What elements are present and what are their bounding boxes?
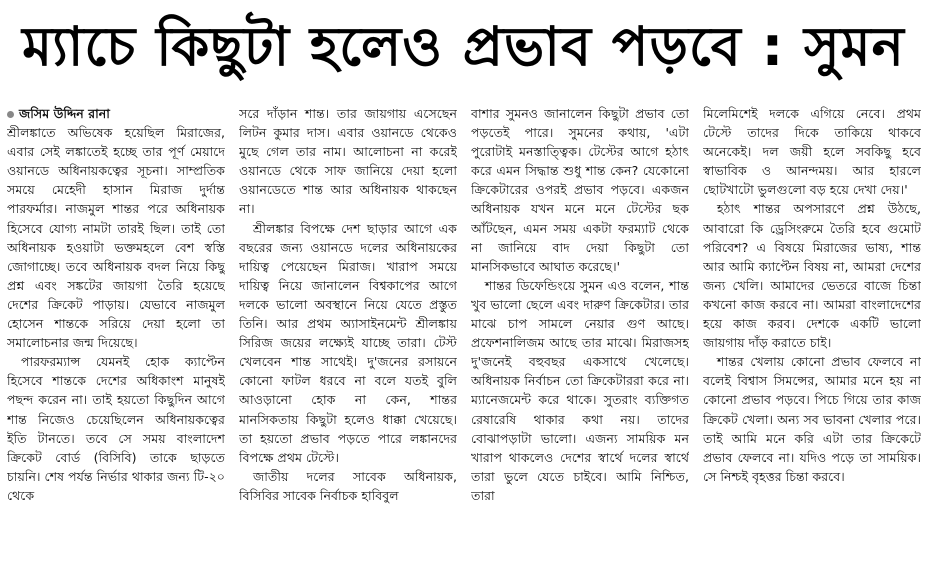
byline — [7, 104, 225, 123]
paragraph: শ্রীলঙ্কার বিপক্ষে দেশ ছাড়ার আগে এক বছরের জন্য ওয়ানডে দলের অধিনায়কের দায়িত্ব পেয়েছেন মিরাজ। খারাপ সময়ে দায়িত্ব নিয়ে জানালেন বিশ্বকাপের আগে দলকে ভালো অবস্থানে নিয়ে যেতে প্রস্তুত তিনি। আর প্রথম অ্যাসাইনমেন্ট শ্রীলঙ্কায় সিরিজ জয়ের লক্ষ্যেই যাচ্ছে তারা। টেস্ট খেলবেন শান্ত সাথেই। দু'জনের রসায়নে কোনো ফাটল ধরবে না বলে যতই বুলি আওড়ানো হোক না কেন, শান্তর মানসিকতায় কিছুটা হলেও ধাক্কা খেয়েছে। তা হয়তো প্রভাব পড়তে পারে লঙ্কানদের বিপক্ষে প্রথম টেস্টে। — [239, 220, 457, 465]
article-column-3 — [471, 104, 689, 560]
paragraph: বাশার সুমনও জানালেন কিছুটা প্রভাব তো পড়তেই পারে। সুমনের কথায়, 'এটা পুরোটাই মনস্তাত্ত্বিক। টেস্টের আগে হঠাৎ করে এমন সিদ্ধান্ত শুধু শান্ত কেন? যেকোনো ক্রিকেটারের ওপরই প্রভাব পড়বে। একজন অধিনায়ক যখন মনে মনে টেস্টের ছক আঁটছেন, এমন সময় একটা ফরম্যাট থেকে না জানিয়ে বাদ দেয়া কিছুটা তো মানসিকভাবে আঘাত করেছে।' — [471, 106, 689, 274]
paragraph: জাতীয় দলের সাবেক অধিনায়ক, বিসিবির সাবেক নির্বাচক হাবিবুল — [239, 468, 457, 503]
paragraph: শান্তর খেলায় কোনো প্রভাব ফেলবে না বলেই বিশ্বাস সিমন্সের, আমার মনে হয় না কোনো প্রভাব পড়বে। পিচে গিয়ে তার কাজ ক্রিকেট খেলা। অন্য সব ভাবনা খেলার পরে। তাই আমি মনে করি এটা তার ক্রিকেটে প্রভাব ফেলবে না। যদিও পড়ে তা সাময়িক। সে নিশ্চই বৃহত্তর চিন্তা করবে। — [703, 354, 921, 484]
article-column-2 — [239, 104, 457, 560]
paragraph: সরে দাঁড়ান শান্ত। তার জায়গায় এসেছেন লিটন কুমার দাস। এবার ওয়ানডে থেকেও মুছে গেল তার নাম। আলোচনা না করেই ওয়ানডে থেকে সাফ জানিয়ে দেয়া হলো ওয়ানডেতে শান্ত আর অধিনায়ক থাকছেন না। — [239, 106, 457, 217]
article-column-4 — [703, 104, 921, 560]
headline: ম্যাচে কিছুটা হলেও প্রভাব পড়বে : সুমন — [22, 15, 905, 78]
byline-author: জসিম উদ্দিন রানা — [19, 106, 110, 121]
article-body — [7, 104, 921, 560]
paragraph: মিলেমিশেই দলকে এগিয়ে নেবে। প্রথম টেস্টে তাদের দিকে তাকিয়ে থাকবে অনেকেই। দল জয়ী হলে সবকিছু হবে স্বাভাবিক ও আনন্দময়। আর হারলে ছোটখাটো ভুলগুলো বড় হয়ে দেখা দেয়।' — [703, 106, 921, 198]
paragraph: হঠাৎ শান্তর অপসারণে প্রশ্ন উঠছে, আবারো কি ড্রেসিংরুমে তৈরি হবে গুমোট পরিবেশ? এ বিষয়ে মিরাজের ভাষ্য, শান্ত আর আমি ক্যাপ্টেন বিষয় না, আমরা দেশের জন্য খেলি। আমাদের ভেতরে বাজে চিন্তা কখনো কাজ করবে না। আমরা বাংলাদেশের হয়ে কাজ করব। দেশকে একটি ভালো জায়গায় দাঁড় করাতে চাই। — [703, 201, 921, 351]
paragraph: শান্তর ডিফেন্ডিংয়ে সুমন এও বলেন, শান্ত খুব ভালো ছেলে এবং দারুণ ক্রিকেটার। তার মাঝে চাপ সামলে নেয়ার গুণ আছে। প্রফেশনালিজম আছে তার মাঝে। মিরাজসহ দু'জনেই বহুবছর একসাথে খেলেছে। অধিনায়ক নির্বাচন তো ক্রিকেটাররা করে না। ম্যানেজমেন্ট করে থাকে। সুতরাং ব্যক্তিগত রেষারেষি থাকার কথা নয়। তাদের বোঝাপড়াটা ভালো। এজন্য সাময়িক মন খারাপ থাকলেও দেশের স্বার্থে দলের স্বার্থে তারা ভুলে যেতে চাইবে। আমি নিশ্চিত, তারা — [471, 277, 689, 503]
article-column-1 — [7, 104, 225, 560]
bullet-icon — [7, 111, 14, 118]
paragraph: শ্রীলঙ্কাতে অভিষেক হয়েছিল মিরাজের, এবার সেই লঙ্কাতেই হচ্ছে তার পূর্ণ মেয়াদে ওয়ানডে অধিনায়কত্বের সূচনা। সাম্প্রতিক সময়ে মেহেদী হাসান মিরাজ দুর্দান্ত পারফর্মার। নাজমুল শান্তর পরে অধিনায়ক হিসেবে যোগ্য নামটা তারই ছিল। তাই তো অধিনায়ক হওয়াটা ভক্তমহলে বেশ স্বস্তি জোগাচ্ছে। তবে অধিনায়ক বদল নিয়ে কিছু প্রশ্ন এবং সঙ্কটের জায়গা তৈরি হয়েছে দেশের ক্রিকেট পাড়ায়। যেভাবে নাজমুল হোসেন শান্তকে সরিয়ে দেয়া হলো তা সমালোচনার জন্ম দিয়েছে। — [7, 125, 225, 351]
paragraph: পারফরম্যান্স যেমনই হোক ক্যাপ্টেন হিসেবে শান্তকে দেশের অধিকাংশ মানুষই পছন্দ করেন না। তাই হয়তো কিছুদিন আগে শান্ত নিজেও চেয়েছিলেন অধিনায়কত্বের ইতি টানতে। তবে সে সময় বাংলাদেশ ক্রিকেট বোর্ড (বিসিবি) তাকে ছাড়তে চায়নি। শেষ পর্যন্ত নির্ভার থাকার জন্য টি-২০ থেকে — [7, 354, 225, 503]
